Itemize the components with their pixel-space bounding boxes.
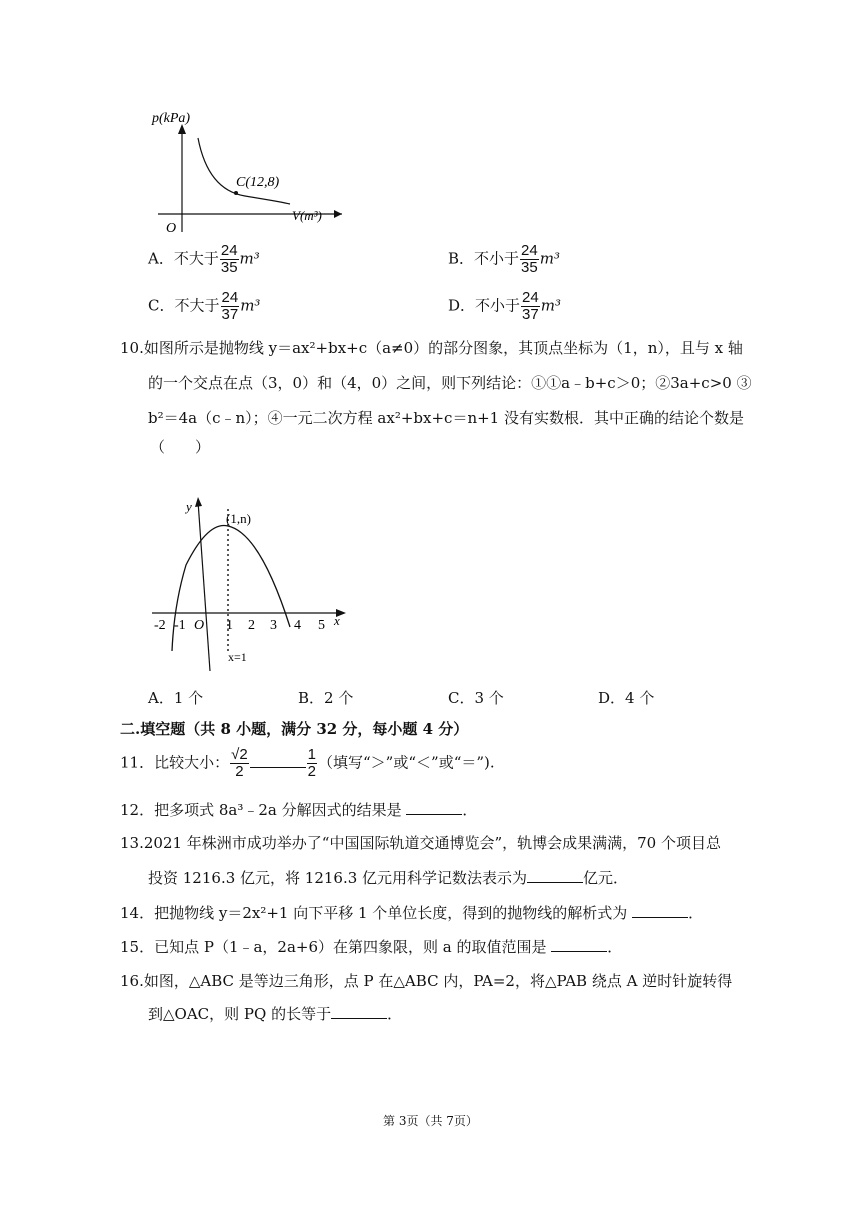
q10-line-2: 的一个交点在点（3，0）和（4，0）之间，则下列结论：①①a﹣b+c＞0；②3a+c>0 ③ [148, 374, 752, 392]
q10-option-b[interactable]: B．2 个 [298, 689, 354, 707]
answer-blank[interactable] [406, 800, 462, 815]
q9-option-c[interactable]: C．不大于 $\frac{24}{37}$ m³ [148, 289, 261, 323]
tick-label: 2 [248, 618, 255, 633]
q10-line-4: （ ） [150, 438, 211, 456]
parabola-graph [148, 493, 354, 673]
tick-label: 4 [294, 618, 301, 633]
origin-label: O [166, 221, 177, 236]
tick-label: 1 [226, 618, 233, 633]
q9-option-b[interactable]: B．不小于 $\frac{24}{35}$ m³ [448, 242, 560, 276]
point-c-label: C(12,8) [236, 175, 280, 190]
tick-label: -1 [174, 618, 186, 633]
q16-line-1: 16.如图，△ABC 是等边三角形，点 P 在△ABC 内，PA=2，将△PAB 绕点 A 逆时针旋转得 [120, 972, 733, 990]
q10-option-c[interactable]: C．3 个 [448, 689, 504, 707]
axis-of-symmetry-label: x=1 [228, 650, 247, 664]
q13-line-2: 投资 1216.3 亿元，将 1216.3 亿元用科学记数法表示为 亿元． [148, 869, 629, 887]
tick-label: 3 [270, 618, 277, 633]
q10-option-a[interactable]: A．1 个 [148, 689, 204, 707]
pressure-volume-graph [150, 108, 350, 236]
answer-blank[interactable] [551, 937, 607, 952]
q14: 14．把抛物线 y＝2x²+1 向下平移 1 个单位长度，得到的抛物线的解析式为 ． [120, 904, 704, 922]
y-axis-label: y [186, 499, 192, 514]
tick-label: -2 [154, 618, 166, 633]
vertex-label: (1,n) [226, 511, 251, 526]
answer-blank[interactable] [632, 903, 688, 918]
x-axis-label: V(m³) [292, 208, 322, 223]
q16-line-2: 到△OAC，则 PQ 的长等于 ． [148, 1005, 403, 1023]
q12: 12．把多项式 8a³﹣2a 分解因式的结果是 ． [120, 801, 478, 819]
page-footer: 第 3页（共 7页） [383, 1114, 478, 1128]
q10-line-3: b²＝4a（c﹣n）；④一元二次方程 ax²+bx+c＝n+1 没有实数根．其中正确的结论个数是 [148, 409, 744, 427]
x-axis-label: x [334, 613, 340, 628]
answer-blank[interactable] [250, 753, 306, 768]
tick-label: 5 [318, 618, 325, 633]
q9-option-d[interactable]: D．不小于 $\frac{24}{37}$ m³ [448, 289, 561, 323]
q9-option-a[interactable]: A．不大于 $\frac{24}{35}$ m³ [148, 242, 260, 276]
q10-line-1: 10.如图所示是抛物线 y＝ax²+bx+c（a≠0）的部分图象，其顶点坐标为（1，n），且与 x 轴 [120, 339, 743, 357]
origin-label: O [194, 618, 205, 633]
q10-option-d[interactable]: D．4 个 [598, 689, 655, 707]
q15: 15．已知点 P（1﹣a，2a+6）在第四象限，则 a 的取值范围是 ． [120, 938, 623, 956]
section-heading: 二.填空题（共 8 小题，满分 32 分，每小题 4 分） [120, 720, 469, 738]
answer-blank[interactable] [331, 1004, 387, 1019]
answer-blank[interactable] [527, 868, 583, 883]
q11: 11．比较大小： $\frac{√2}{2}$ $\frac{1}{2}$ （填写“＞”或“＜”或“＝”). [120, 746, 495, 780]
q13-line-1: 13.2021 年株洲市成功举办了“中国国际轨道交通博览会”，轨博会成果满满，70 个项目总 [120, 834, 721, 852]
y-axis-label: p(kPa) [152, 111, 191, 126]
